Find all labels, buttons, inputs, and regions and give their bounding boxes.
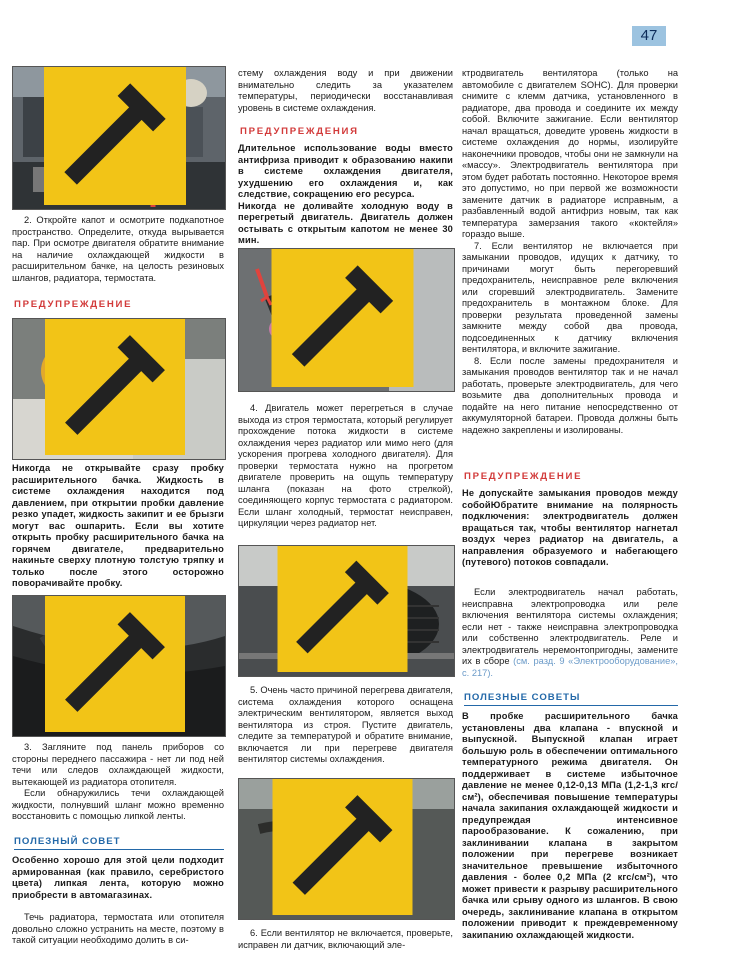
fan-sensor-photo (238, 778, 455, 920)
expansion-tank-photo (12, 318, 226, 460)
step-3-paragraph: 3. Загляните под панель приборов со стороны переднего пассажира - нет ли под ней течи или следов охлаждающей жидкости, вытекающей из радиатора отопителя. Если обнаружились течи охлаждающей жидкости, полнувший шланг можно временно восстановить с помощью липкой ленты. (12, 742, 224, 821)
tip-heading: ПОЛЕЗНЫЙ СОВЕТ (14, 836, 121, 847)
radiator-fan-photo (238, 545, 455, 677)
tip-text: Особенно хорошо для этой цели подходит армированная (как правило, серебристого цвета) липкая лента, которую можно приобрести в автомагазинах. (12, 855, 224, 900)
warning-heading: ПРЕДУПРЕЖДЕНИЕ (14, 299, 133, 310)
under-dashboard-photo (12, 595, 226, 737)
motor-paragraph: Если электродвигатель начал работать, неисправна электропроводка или реле включения вентилятора системы охлаждения; если нет - также неисправна электропроводка или собственно электродвигатель. Реле и электродвигатель неремонтопригодны, замените их в сборе (см. разд. 9 «Электрооборудование», с. 217). (462, 587, 678, 678)
tip-underline (14, 849, 224, 850)
step-4-paragraph: 4. Двигатель может перегреться в случае выхода из строя термостата, который регулирует прохождение потока жидкости в системе охлаждения через радиатор или мимо него (для ускорения прогрева холодного двигателя). Для проверки термостата нужно на прогретом двигателе проверить на ощупь температуру шланга (показан на фото стрелкой), соединяющего корпус термостата с радиатором. Если шланг холодный, термостат неисправен, циркуляции через радиатор нет. (238, 403, 453, 528)
wrench-icon (12, 595, 221, 732)
warnings-text: Длительное использование воды вместо антифриза приводит к образованию накипи в системе охлаждения двигателя, ухудшению его охлаждения и, как следствие, сокращению его ресурса. Никогда не доливайте холодную воду в перегретый двигатель. Двигатель должен остывать с открытым капотом не менее 30 мин. (238, 143, 453, 245)
warning-text: Никогда не открывайте сразу пробку расширительного бачка. Жидкость в системе охлаждения находится под давлением, при открытии пробки давление резко упадет, жидкость закипит и ее брызги могут вас ошпарить. Если вы хотите открыть пробку расширительного бачка на горячем двигателе, предварительно накиньте сверху плотную толстую тряпку и только после этого осторожно поворачивайте пробку. (12, 463, 224, 588)
tips-text: В пробке расширительного бачка установлены два клапана - впускной и выпускной. Выпускной клапан играет большую роль в обеспечении оптимального температурного режима двигателя. Он поддерживает в системе избыточное давление не менее 0,12-0,13 МПа (1,2-1,3 кгс/см²), обеспечивая повышение температуры начала закипания охлаждающей жидкости и предупреждая интенсивное парообразование. К сожалению, при заклинивании клапана в закрытом положении при перегреве возникает значительное превышение избыточного давления - более 0,2 МПа (2 кгс/см²), что может привести к разрыву расширительного бачка или срыву одного из шлангов. В свою очередь, заклинивание клапана в открытом положении приводит к преждевременному закипанию охлаждающей жидкости. (462, 711, 678, 940)
polarity-warning-heading: ПРЕДУПРЕЖДЕНИЕ (464, 471, 583, 482)
cooling-continued-paragraph: стему охлаждения воду и при движении внимательно следить за указателем температуры, периодически восстанавливая уровень в системе охлаждения. (238, 68, 453, 113)
tips-heading: ПОЛЕЗНЫЕ СОВЕТЫ (464, 692, 581, 703)
wrench-icon (238, 778, 450, 915)
engine-bay-photo (12, 66, 226, 210)
wrench-icon (238, 545, 450, 672)
warnings-heading: ПРЕДУПРЕЖДЕНИЯ (240, 126, 359, 137)
tips-underline (464, 705, 678, 706)
step-5-paragraph: 5. Очень часто причиной перегрева двигателя, система охлаждения которого оснащена электрическим вентилятором, является выход вентилятора из строя. Пустите двигатель, следите за температурой и обратите внимание, включается ли при перегреве двигателя вентилятор системы охлаждения. (238, 685, 453, 764)
sensor-check-paragraph: ктродвигатель вентилятора (только на автомобиле с двигателем SOHC). Для проверки снимите с клемм датчика, установленного в радиаторе, два провода и соедините их между собой. Включите зажигание. Если вентилятор начал вращаться, доведите уровень жидкости в системе охлаждения до нормы, изолируйте наконечники проводов, чтобы они не замкнули на «массу». Электродвигатель вентилятора при этом будет работать постоянно. Некоторое время это допустимо, но при первой же возможности замените датчик в радиаторе исправным, а разбавленный водой антифриз новым, так как температура замерзания такого «коктейля» гораздо выше. 7. Если вентилятор не включается при замыкании проводов, идущих к датчику, то причинами могут быть перегоревший предохранитель, неисправное реле включения или сгоревший электродвигатель. Замените предохранитель в монтажном блоке. Для проверки результата проведенной замены замкните между собой два провода, подсоединенных к датчику включения вентилятора, и включите зажигание. 8. Если после замены предохранителя и замыкания проводов вентилятор так и не начал работать, проверьте электродвигатель, для чего возьмите два дополнительных провода и подайте на него питание непосредственно от аккумуляторной батареи. Провода должны быть надежно закреплены и изолированы. (462, 68, 678, 435)
wrench-icon (238, 248, 450, 387)
page-number: 47 (632, 26, 666, 46)
thermostat-hose-photo (238, 248, 455, 392)
step-2-paragraph: 2. Откройте капот и осмотрите подкапотное пространство. Определите, откуда вырывается пар. При осмотре двигателя обратите внимание на наличие охлаждающей жидкости в расширительном бачке, на целость резиновых шлангов, радиатора, термостата. (12, 215, 224, 283)
radiator-paragraph: Течь радиатора, термостата или отопителя довольно сложно устранить на месте, поэтому в такой ситуации необходимо долить в си- (12, 912, 224, 945)
wrench-icon (12, 66, 221, 205)
step-6-paragraph: 6. Если вентилятор не включается, проверьте, исправен ли датчик, включающий эле- (238, 928, 453, 950)
polarity-warning-text: Не допускайте замыкания проводов между собойЮбратите внимание на полярность подключения: электродвигатель должен вращаться так, чтобы вентилятор нагнетал воздух через радиатор на двигатель, а направления образуемого и набегающего (путевого) потоков совпадали. (462, 488, 678, 567)
section-reference-link[interactable]: (см. разд. 9 «Электрооборудование», с. 217). (462, 656, 678, 678)
wrench-icon (12, 318, 221, 455)
